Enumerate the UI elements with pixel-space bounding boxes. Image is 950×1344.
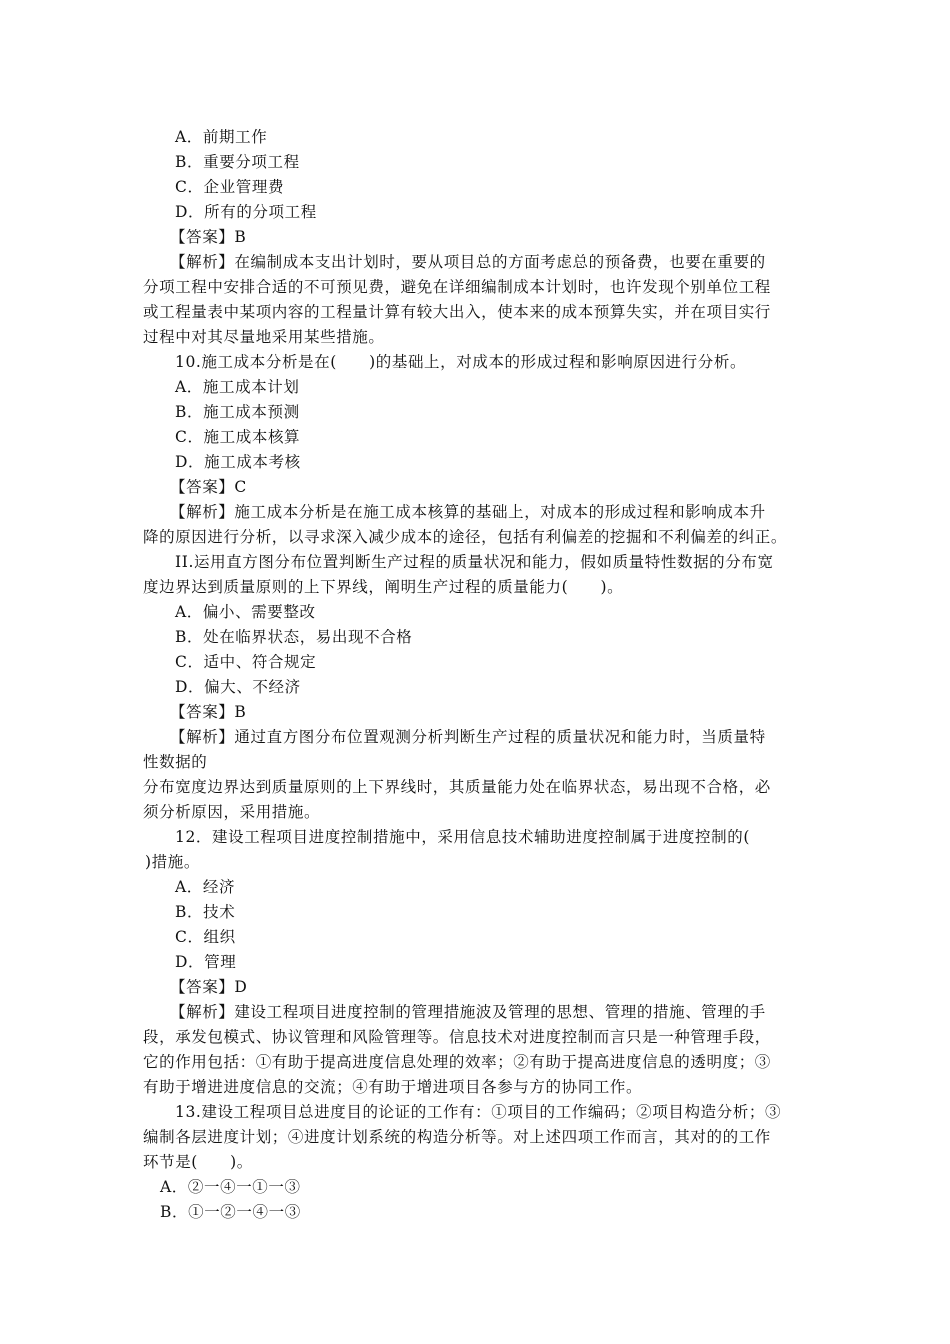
- explanation-line: 【解析】通过直方图分布位置观测分析判断生产过程的质量状况和能力时，当质量特: [170, 728, 766, 746]
- explanation-line: 降的原因进行分析，以寻求深入减少成本的途径，包括有利偏差的挖掘和不利偏差的纠正。: [143, 528, 788, 546]
- question-10: 10.施工成本分析是在( )的基础上，对成本的形成过程和影响原因进行分析。: [175, 353, 747, 371]
- option-a: A．偏小、需要整改: [175, 603, 316, 621]
- option-b: B．重要分项工程: [175, 153, 300, 171]
- option-a: A．施工成本计划: [175, 378, 300, 396]
- explanation-line: 分布宽度边界达到质量原则的上下界线时，其质量能力处在临界状态，易出现不合格，必: [143, 778, 771, 796]
- question-12-cont: )措施。: [145, 853, 200, 871]
- explanation-line: 性数据的: [143, 753, 208, 771]
- question-11: II.运用直方图分布位置判断生产过程的质量状况和能力，假如质量特性数据的分布宽: [175, 553, 774, 571]
- answer-line: 【答案】B: [170, 703, 247, 721]
- option-b: B．①一②一④一③: [160, 1203, 301, 1221]
- question-11-cont: 度边界达到质量原则的上下界线，阐明生产过程的质量能力( )。: [143, 578, 624, 596]
- option-c: C．适中、符合规定: [175, 653, 317, 671]
- option-c: C．企业管理费: [175, 178, 285, 196]
- option-c: C．组织: [175, 928, 236, 946]
- explanation-line: 【解析】建设工程项目进度控制的管理措施波及管理的思想、管理的措施、管理的手: [170, 1003, 766, 1021]
- question-13-cont: 环节是( )。: [143, 1153, 253, 1171]
- explanation-line: 或工程量表中某项内容的工程量计算有较大出入，使本来的成本预算失实，并在项目实行: [143, 303, 771, 321]
- explanation-line: 段，承发包模式、协议管理和风险管理等。信息技术对进度控制而言只是一种管理手段，: [143, 1028, 771, 1046]
- option-d: D．管理: [175, 953, 237, 971]
- explanation-line: 它的作用包括：①有助于提高进度信息处理的效率；②有助于提高进度信息的透明度；③: [143, 1053, 771, 1071]
- option-b: B．技术: [175, 903, 236, 921]
- option-d: D．施工成本考核: [175, 453, 301, 471]
- answer-line: 【答案】C: [170, 478, 247, 496]
- answer-line: 【答案】D: [170, 978, 248, 996]
- option-a: A．②一④一①一③: [160, 1178, 301, 1196]
- explanation-line: 【解析】施工成本分析是在施工成本核算的基础上，对成本的形成过程和影响成本升: [170, 503, 766, 521]
- explanation-line: 过程中对其尽量地采用某些措施。: [143, 328, 385, 346]
- explanation-line: 须分析原因，采用措施。: [143, 803, 321, 821]
- option-b: B．处在临界状态，易出现不合格: [175, 628, 413, 646]
- answer-line: 【答案】B: [170, 228, 247, 246]
- question-13-cont: 编制各层进度计划；④进度计划系统的构造分析等。对上述四项工作而言，其对的的工作: [143, 1128, 771, 1146]
- explanation-line: 分项工程中安排合适的不可预见费，避免在详细编制成本计划时，也许发现个别单位工程: [143, 278, 771, 296]
- question-13: 13.建设工程项目总进度目的论证的工作有：①项目的工作编码；②项目构造分析；③: [175, 1103, 782, 1121]
- explanation-line: 【解析】在编制成本支出计划时，要从项目总的方面考虑总的预备费，也要在重要的: [170, 253, 766, 271]
- option-d: D．所有的分项工程: [175, 203, 317, 221]
- question-12: 12．建设工程项目进度控制措施中，采用信息技术辅助进度控制属于进度控制的(: [175, 828, 750, 846]
- explanation-line: 有助于增进进度信息的交流；④有助于增进项目各参与方的协同工作。: [143, 1078, 643, 1096]
- option-a: A．经济: [175, 878, 236, 896]
- option-d: D．偏大、不经济: [175, 678, 301, 696]
- option-b: B．施工成本预测: [175, 403, 300, 421]
- option-a: A．前期工作: [175, 128, 268, 146]
- option-c: C．施工成本核算: [175, 428, 301, 446]
